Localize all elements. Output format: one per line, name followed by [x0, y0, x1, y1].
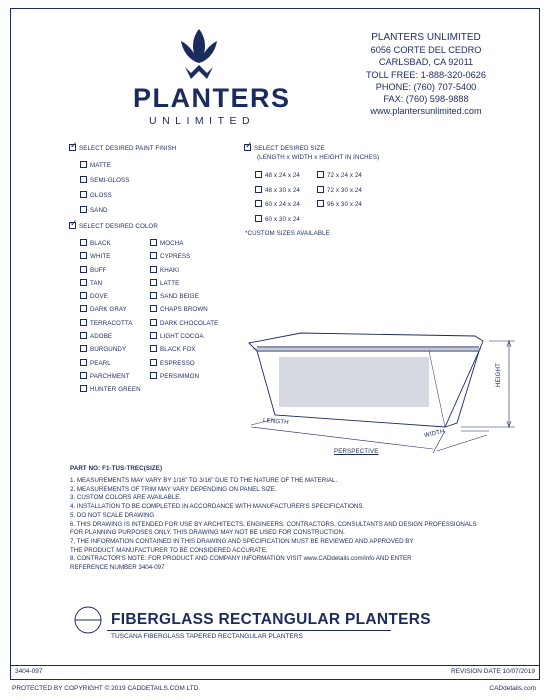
- note-line: THE PRODUCT MANUFACTURER TO BE CONSIDERED ACCURATE.: [70, 546, 268, 554]
- copyright-notice: PROTECTED BY COPYRIGHT © 2019 CADDETAILS.COM LTD.: [12, 685, 201, 692]
- color-option[interactable]: CHAPS BROWN: [150, 306, 218, 319]
- note-line: 4. INSTALLATION TO BE COMPLETED IN ACCORDANCE WITH MANUFACTURER'S SPECIFICATIONS.: [70, 503, 365, 511]
- color-option[interactable]: CYPRESS: [150, 253, 218, 266]
- color-option[interactable]: BUFF: [80, 267, 141, 280]
- company-address-line2: CARLSBAD, CA 92011: [378, 57, 474, 68]
- size-list-col1: [255, 172, 300, 230]
- sheet-divider: [11, 665, 539, 666]
- length-dimension-label: LENGTH: [262, 416, 289, 427]
- checkbox-icon: [150, 359, 157, 366]
- color-option[interactable]: SAND BEIGE: [150, 293, 218, 306]
- color-option[interactable]: ESPRESSO: [150, 360, 218, 373]
- custom-sizes-note: *CUSTOM SIZES AVAILABLE: [245, 230, 330, 237]
- planter-perspective-drawing: [239, 327, 529, 459]
- planters-logo-icon: [169, 23, 229, 83]
- note-line: 5. DO NOT SCALE DRAWING: [70, 511, 155, 519]
- checkbox-icon: [80, 266, 87, 273]
- color-option[interactable]: ADOBE: [80, 333, 141, 346]
- checkbox-checked-icon: [244, 144, 251, 151]
- color-heading: ✓SELECT DESIRED COLOR: [69, 223, 158, 230]
- color-list-col2: [150, 240, 218, 386]
- checkbox-icon: [150, 279, 157, 286]
- checkbox-icon: [80, 345, 87, 352]
- note-line: 3. CUSTOM COLORS ARE AVAILABLE.: [70, 494, 182, 502]
- checkbox-icon: [80, 359, 87, 366]
- note-line: 7. THE INFORMATION CONTAINED IN THIS DRAWING AND SPECIFICATION MUST BE REVIEWED AND APPROVED BY: [70, 537, 414, 545]
- checkbox-icon: [150, 319, 157, 326]
- checkbox-icon: [255, 200, 262, 207]
- checkbox-icon: [150, 372, 157, 379]
- checkbox-icon: [80, 332, 87, 339]
- checkbox-icon: [255, 171, 262, 178]
- checkbox-icon: [80, 305, 87, 312]
- note-line: 6. THIS DRAWING IS INTENDED FOR USE BY ARCHITECTS, ENGINEERS, CONTRACTORS, CONSULTANTS AND DESIGN PROFESSIONALS: [70, 520, 477, 528]
- finish-option-matte[interactable]: MATTE: [80, 162, 111, 169]
- note-line: FOR PLANNING PURPOSES ONLY. THIS DRAWING MAY NOT BE USED FOR CONSTRUCTION.: [70, 529, 345, 537]
- logo-wordmark: PLANTERS: [133, 83, 291, 113]
- checkbox-icon: [80, 191, 87, 198]
- color-option[interactable]: PERSIMMON: [150, 373, 218, 386]
- checkbox-icon: [317, 186, 324, 193]
- color-option[interactable]: BLACK: [80, 240, 141, 253]
- note-line: 8. CONTRACTOR'S NOTE: FOR PRODUCT AND COMPANY INFORMATION VISIT www.CADdetails.com/info AND ENTER: [70, 555, 412, 563]
- checkbox-icon: [80, 372, 87, 379]
- size-option[interactable]: 48 x 24 x 24: [255, 172, 300, 187]
- drawing-title: FIBERGLASS RECTANGULAR PLANTERS: [111, 611, 431, 628]
- size-option[interactable]: 72 x 24 x 24: [317, 172, 362, 187]
- detail-marker-icon: [73, 605, 103, 635]
- perspective-view-label: PERSPECTIVE: [334, 448, 379, 455]
- checkbox-icon: [80, 239, 87, 246]
- checkbox-icon: [80, 319, 87, 326]
- company-address-line1: 6056 CORTE DEL CEDRO: [370, 45, 482, 56]
- checkbox-icon: [150, 239, 157, 246]
- finish-option-semi-gloss[interactable]: SEMI-GLOSS: [80, 177, 130, 184]
- size-option[interactable]: 48 x 30 x 24: [255, 187, 300, 202]
- note-line: 2. MEASUREMENTS OF TRIM MAY VARY DEPENDING ON PANEL SIZE.: [70, 485, 277, 493]
- checkbox-icon: [150, 345, 157, 352]
- drawing-sheet: [10, 8, 540, 680]
- checkbox-icon: [80, 161, 87, 168]
- title-underline: [107, 630, 391, 631]
- width-dimension-label: WIDTH: [423, 427, 446, 440]
- part-number: PART NO: F1-TUS-TREC(SIZE): [70, 465, 163, 472]
- checkbox-icon: [80, 206, 87, 213]
- checkbox-icon: [80, 385, 87, 392]
- note-line: REFERENCE NUMBER 3404-097: [70, 564, 165, 572]
- color-option[interactable]: BURGUNDY: [80, 346, 141, 359]
- paint-finish-heading: ✓SELECT DESIRED PAINT FINISH: [69, 145, 176, 152]
- checkbox-icon: [80, 252, 87, 259]
- color-option[interactable]: LATTE: [150, 280, 218, 293]
- checkbox-icon: [80, 176, 87, 183]
- checkbox-icon: [255, 186, 262, 193]
- color-option[interactable]: DOVE: [80, 293, 141, 306]
- company-phone: PHONE: (760) 707-5400: [375, 81, 477, 92]
- color-option[interactable]: DARK CHOCOLATE: [150, 320, 218, 333]
- color-option[interactable]: WHITE: [80, 253, 141, 266]
- color-list-col1: [80, 240, 141, 400]
- checkbox-checked-icon: [69, 222, 76, 229]
- sheet-reference-number: 3404-097: [15, 668, 43, 675]
- checkbox-icon: [317, 171, 324, 178]
- finish-option-gloss[interactable]: GLOSS: [80, 192, 112, 199]
- color-option[interactable]: BLACK FOX: [150, 346, 218, 359]
- checkbox-icon: [150, 292, 157, 299]
- size-option[interactable]: 60 x 24 x 24: [255, 201, 300, 216]
- logo-subtitle: UNLIMITED: [149, 115, 256, 127]
- caddetails-link[interactable]: CADdetails.com: [489, 685, 536, 692]
- checkbox-icon: [80, 292, 87, 299]
- height-dimension-label: HEIGHT: [495, 363, 502, 387]
- company-info: [341, 32, 511, 117]
- company-name: PLANTERS UNLIMITED: [371, 32, 481, 43]
- revision-date: REVISION DATE 10/07/2019: [450, 668, 535, 675]
- size-option[interactable]: 60 x 30 x 24: [255, 216, 300, 231]
- company-fax: FAX: (760) 598-9888: [383, 94, 469, 105]
- company-website: www.plantersunlimited.com: [370, 106, 482, 117]
- checkbox-icon: [150, 332, 157, 339]
- color-option[interactable]: LIGHT COCOA: [150, 333, 218, 346]
- color-option[interactable]: HUNTER GREEN: [80, 386, 141, 399]
- checkbox-icon: [317, 200, 324, 207]
- size-heading: ✓SELECT DESIRED SIZE: [244, 145, 325, 152]
- size-option[interactable]: 72 x 30 x 24: [317, 187, 362, 202]
- color-option[interactable]: KHAKI: [150, 267, 218, 280]
- color-option[interactable]: DARK GRAY: [80, 306, 141, 319]
- size-option[interactable]: 96 x 30 x 24: [317, 201, 362, 216]
- color-option[interactable]: PEARL: [80, 360, 141, 373]
- checkbox-icon: [150, 252, 157, 259]
- color-option[interactable]: TERRACOTTA: [80, 320, 141, 333]
- finish-option-sand[interactable]: SAND: [80, 207, 108, 214]
- company-toll-free: TOLL FREE: 1-888-320-0626: [365, 69, 486, 80]
- checkbox-icon: [150, 305, 157, 312]
- size-subheading: (LENGTH x WIDTH x HEIGHT IN INCHES): [257, 154, 380, 161]
- size-list-col2: [317, 172, 362, 216]
- color-option[interactable]: TAN: [80, 280, 141, 293]
- notes-list: [70, 477, 477, 573]
- checkbox-icon: [80, 279, 87, 286]
- checkbox-icon: [255, 215, 262, 222]
- checkbox-icon: [150, 266, 157, 273]
- color-option[interactable]: MOCHA: [150, 240, 218, 253]
- note-line: 1. MEASUREMENTS MAY VARY BY 1/16" TO 3/16" DUE TO THE NATURE OF THE MATERIAL.: [70, 477, 338, 484]
- checkbox-checked-icon: [69, 144, 76, 151]
- drawing-subtitle: TUSCANA FIBERGLASS TAPERED RECTANGULAR PLANTERS: [111, 633, 303, 640]
- color-option[interactable]: PARCHMENT: [80, 373, 141, 386]
